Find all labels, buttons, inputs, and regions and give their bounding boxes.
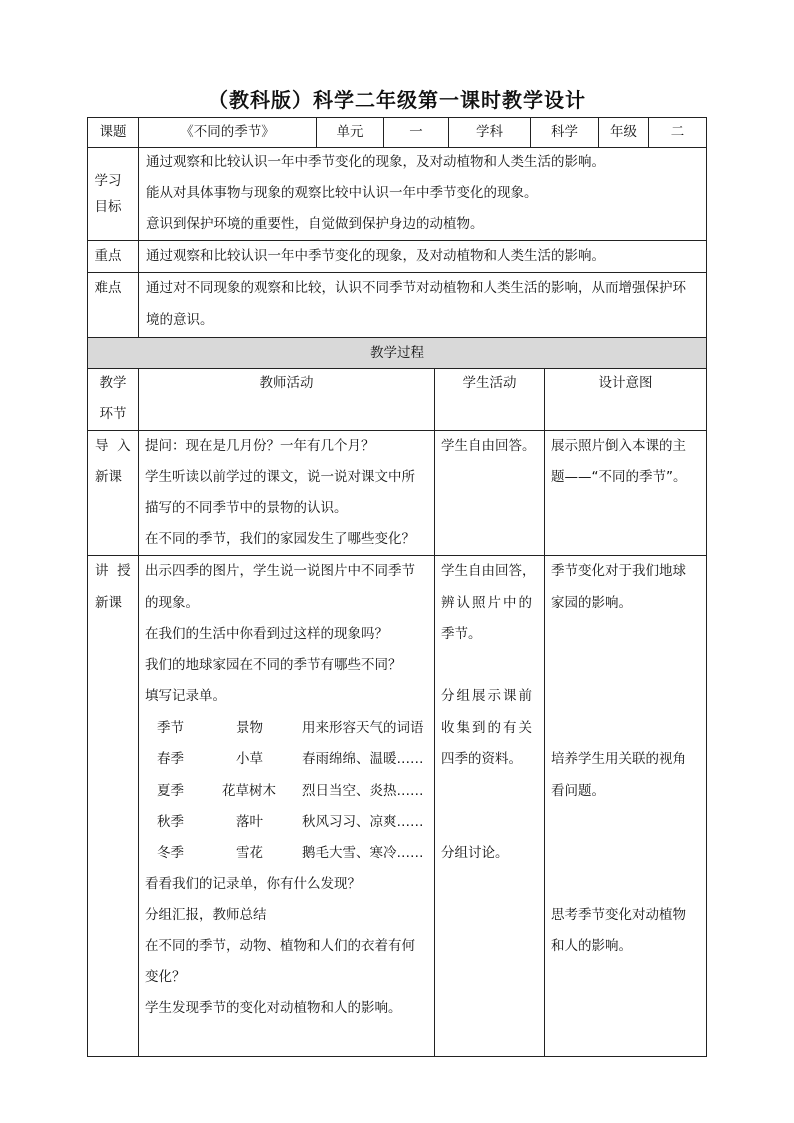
lecture-teacher-line: 在我们的生活中你看到过这样的现象吗？ (145, 626, 388, 642)
table-border (87, 1056, 707, 1057)
table-border (138, 368, 139, 1056)
record-cell: 花草树木 (222, 783, 276, 799)
lecture-teacher-line: 填写记录单。 (145, 688, 226, 704)
lecture-teacher-line: 的现象。 (145, 595, 199, 611)
key-label: 重点 (94, 248, 122, 264)
grade-value: 二 (670, 124, 685, 140)
process-header: 教学过程 (370, 345, 424, 361)
intro-teacher-line: 在不同的季节，我们的家园发生了哪些变化？ (145, 531, 415, 547)
intro-teacher-line: 学生听读以前学过的课文，说一说对课文中所 (145, 469, 415, 485)
lesson-value: 《不同的季节》 (180, 124, 275, 140)
table-border (138, 117, 139, 337)
lecture-teacher-line: 看看我们的记录单，你有什么发现？ (145, 876, 361, 892)
intro-stage-line-2: 新课 (95, 469, 122, 485)
difficult-text-line: 境的意识。 (146, 312, 214, 328)
goals-text-line: 能从对具体事物与现象的观察比较中认识一年中季节变化的现象。 (146, 185, 538, 201)
lecture-student-line: 季节。 (441, 626, 482, 642)
intro-teacher-line: 提问：现在是几月份？一年有几个月？ (145, 438, 375, 454)
lecture-teacher-line: 出示四季的图片，学生说一说图片中不同季节 (145, 563, 415, 579)
table-border (706, 117, 707, 1057)
goals-text-line: 意识到保护环境的重要性，自觉做到保护身边的动植物。 (146, 216, 484, 232)
grade-label: 年级 (610, 124, 637, 140)
record-cell: 雪花 (236, 845, 263, 861)
lecture-intent-line: 培养学生用关联的视角 (551, 751, 686, 767)
record-cell: 用来形容天气的词语 (302, 720, 424, 736)
intro-teacher-line: 描写的不同季节中的景物的认识。 (145, 500, 348, 516)
table-border (544, 368, 545, 1056)
lecture-student-line: 分组讨论。 (441, 845, 509, 861)
lesson-label: 课题 (99, 124, 127, 140)
intro-intent-line: 展示照片倒入本课的主 (551, 438, 686, 454)
record-cell: 季节 (157, 720, 184, 736)
goals-label-line-1: 学习 (94, 173, 122, 189)
goals-label-line-2: 目标 (94, 199, 122, 215)
lecture-student-line: 四季的资料。 (441, 751, 522, 767)
lecture-student-line: 分组展示课前 (441, 688, 534, 704)
lecture-intent-line: 看问题。 (551, 783, 605, 799)
lecture-intent-line: 家园的影响。 (551, 595, 632, 611)
lecture-intent-line: 思考季节变化对动植物 (551, 907, 686, 923)
record-cell: 冬季 (157, 845, 184, 861)
key-text: 通过观察和比较认识一年中季节变化的现象，及对动植物和人类生活的影响。 (146, 248, 605, 264)
page-title: （教科版）科学二年级第一课时教学设计 (208, 88, 586, 112)
lecture-intent-line: 和人的影响。 (551, 938, 632, 954)
record-cell: 夏季 (157, 783, 184, 799)
record-cell: 春季 (157, 751, 184, 767)
lecture-student-line: 辨认照片中的 (441, 595, 534, 611)
intro-student: 学生自由回答。 (441, 438, 536, 454)
lecture-teacher-line: 分组汇报，教师总结 (145, 907, 267, 923)
unit-value: 一 (409, 124, 423, 140)
lecture-student-line: 学生自由回答， (441, 563, 536, 579)
col-stage-line-2: 环节 (99, 406, 127, 422)
record-cell: 烈日当空、炎热…… (302, 783, 424, 799)
goals-text-line: 通过观察和比较认识一年中季节变化的现象，及对动植物和人类生活的影响。 (146, 154, 605, 170)
col-teacher: 教师活动 (259, 375, 314, 391)
intro-intent-line: 题——“不同的季节”。 (551, 469, 687, 485)
record-cell: 秋风习习、凉爽…… (302, 814, 424, 830)
lecture-teacher-line: 在不同的季节，动物、植物和人们的衣着有何 (145, 938, 415, 954)
subject-value: 科学 (551, 124, 578, 140)
difficult-text-line: 通过对不同现象的观察和比较，认识不同季节对动植物和人类生活的影响，从而增强保护环 (146, 280, 686, 296)
intro-stage-line-1: 导 入 (95, 438, 131, 454)
record-cell: 春雨绵绵、温暖…… (302, 751, 424, 767)
lecture-teacher-line: 变化？ (145, 969, 186, 985)
lecture-teacher-line: 我们的地球家园在不同的季节有哪些不同？ (145, 657, 402, 673)
lecture-student-line: 收集到的有关 (441, 720, 534, 736)
col-intent: 设计意图 (598, 375, 653, 391)
record-cell: 小草 (236, 751, 263, 767)
record-cell: 落叶 (236, 814, 263, 830)
lecture-stage-line-1: 讲 授 (95, 563, 131, 579)
col-stage-line-1: 教学 (99, 375, 127, 391)
lecture-stage-line-2: 新课 (95, 595, 122, 611)
record-cell: 鹅毛大雪、寒冷…… (302, 845, 424, 861)
subject-label: 学科 (476, 124, 503, 140)
lecture-intent-line: 季节变化对于我们地球 (551, 563, 686, 579)
record-cell: 景物 (236, 720, 263, 736)
lecture-teacher-line: 学生发现季节的变化对动植物和人的影响。 (145, 1000, 402, 1016)
col-student: 学生活动 (462, 375, 517, 391)
record-cell: 秋季 (157, 814, 184, 830)
unit-label: 单元 (336, 124, 364, 140)
difficult-label: 难点 (94, 280, 122, 296)
